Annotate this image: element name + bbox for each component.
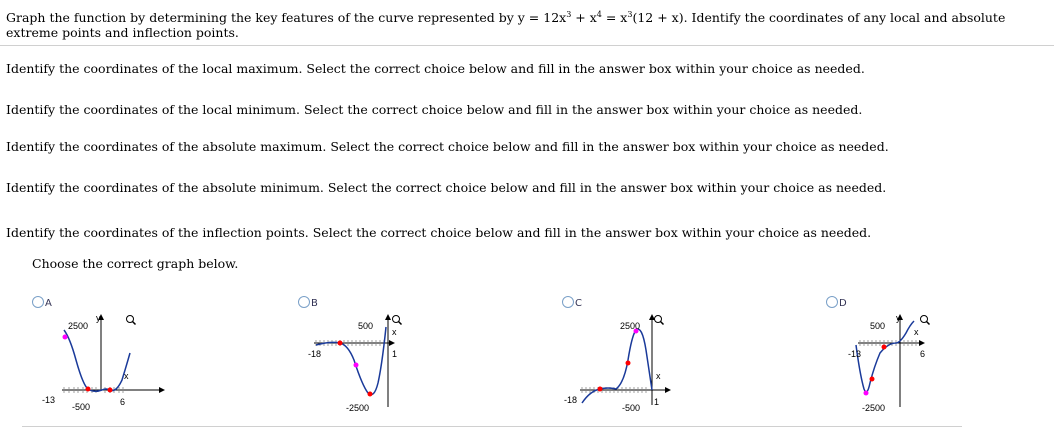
question-local-max: Identify the coordinates of the local maximum. Select the correct choice below and fill in the answer box within your choice as needed. <box>6 61 865 76</box>
option-d-label: D <box>839 298 847 309</box>
x-neg-label: -13 <box>42 395 56 405</box>
x-axis-label: x <box>914 327 919 337</box>
option-a-label: A <box>45 298 52 309</box>
x-axis-label: x <box>656 371 661 381</box>
magnifier-icon[interactable] <box>127 316 136 325</box>
y-neg-label: -2500 <box>862 403 886 413</box>
magnifier-icon[interactable] <box>393 316 402 325</box>
graph-c[interactable] <box>564 305 720 425</box>
problem-statement: Graph the function by determining the key features of the curve represented by $y = 12x^3 + x^4 = x^3(12 + x)$. Identify the coordinates of any local and absolute extreme points and inflection points. <box>6 10 1006 41</box>
x-neg-label: -13 <box>848 349 862 359</box>
option-c-label: C <box>575 298 582 309</box>
inflection-point <box>63 335 68 340</box>
x-neg-label: -18 <box>564 395 578 405</box>
y-neg-label: -500 <box>622 403 641 413</box>
graph-a[interactable] <box>40 305 190 425</box>
min-point <box>368 392 373 397</box>
choose-prompt: Choose the correct graph below. <box>32 256 239 271</box>
y-neg-label: -500 <box>72 402 91 412</box>
y-neg-label: -2500 <box>346 403 370 413</box>
y-max-label: 500 <box>358 321 374 331</box>
extreme-point <box>338 341 343 346</box>
graph-b[interactable] <box>306 305 456 425</box>
magnifier-icon[interactable] <box>655 316 664 325</box>
inflection-point <box>354 363 359 368</box>
extreme-point <box>882 345 887 350</box>
extreme-point <box>598 387 603 392</box>
x-pos-label: 1 <box>392 349 398 359</box>
x-pos-label: 6 <box>120 397 126 407</box>
x-axis-label: x <box>392 327 397 337</box>
divider <box>0 45 1054 46</box>
question-absolute-min: Identify the coordinates of the absolute minimum. Select the correct choice below and fill in the answer box within your choice as needed. <box>6 180 887 195</box>
inflection-point <box>870 377 875 382</box>
question-absolute-max: Identify the coordinates of the absolute maximum. Select the correct choice below and fill in the answer box within your choice as needed. <box>6 139 889 154</box>
y-axis-label: y <box>896 313 901 323</box>
magnifier-icon[interactable] <box>921 316 930 325</box>
inflection-point <box>626 361 631 366</box>
y-max-label: 2500 <box>620 321 641 331</box>
question-local-min: Identify the coordinates of the local minimum. Select the correct choice below and fill in the answer box within your choice as needed. <box>6 102 863 117</box>
x-pos-label: 1 <box>654 397 660 407</box>
option-b-label: B <box>311 298 318 309</box>
min-point <box>86 387 91 392</box>
y-max-label: 2500 <box>68 321 89 331</box>
x-axis-label: x <box>124 371 129 381</box>
x-pos-label: 6 <box>920 349 926 359</box>
graph-d[interactable] <box>836 305 986 425</box>
min-point <box>864 391 869 396</box>
bottom-divider <box>22 426 962 427</box>
y-axis-label: y <box>96 313 101 323</box>
extreme-point <box>108 388 113 393</box>
y-max-label: 500 <box>870 321 886 331</box>
x-neg-label: -18 <box>308 349 322 359</box>
question-inflection: Identify the coordinates of the inflection points. Select the correct choice below and fill in the answer box within your choice as needed. <box>6 225 872 240</box>
